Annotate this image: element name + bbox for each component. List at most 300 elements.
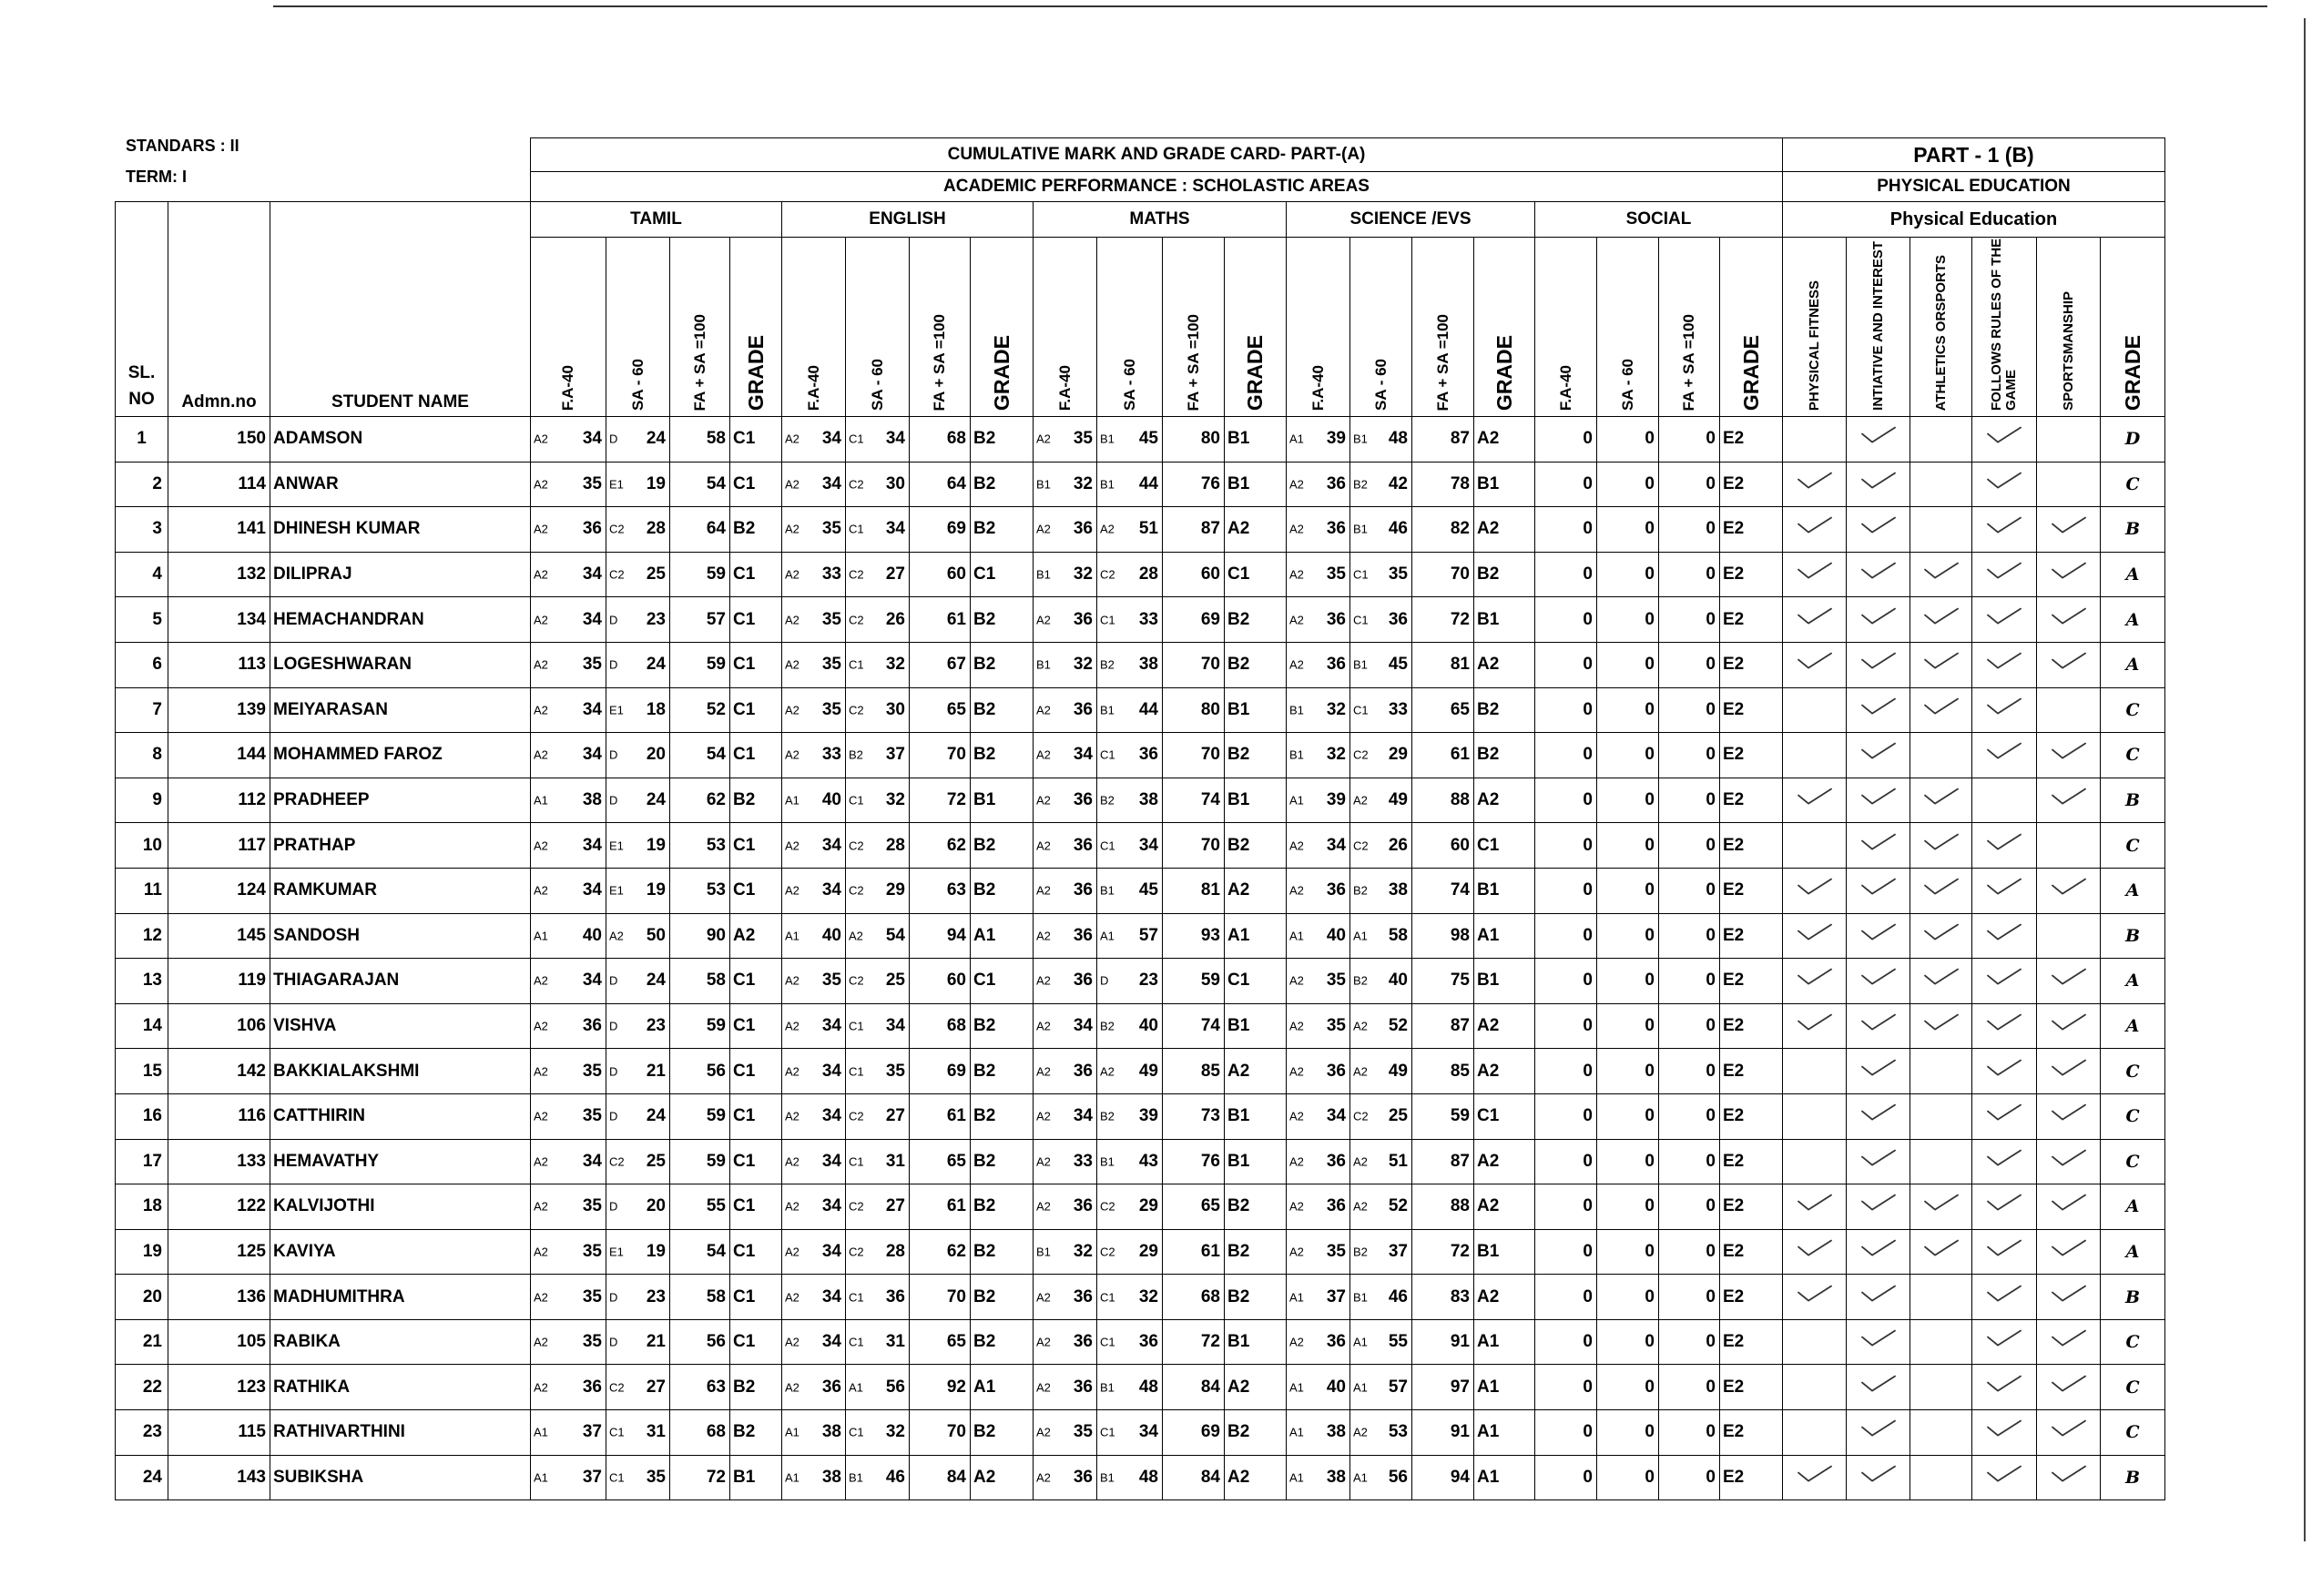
english-sa-value: 37 — [885, 745, 905, 765]
standard-label: STANDARS : II — [126, 137, 239, 155]
maths-fa-value: 32 — [1073, 1241, 1093, 1261]
science-fa — [1287, 868, 1350, 913]
tamil-sa-value: 23 — [646, 609, 666, 629]
maths-fa — [1034, 642, 1097, 687]
maths-fa-grade: A2 — [1036, 1109, 1051, 1123]
admission-number: 145 — [168, 913, 270, 959]
english-sa-grade: C1 — [849, 1335, 864, 1349]
checkmark-icon — [1986, 1373, 2022, 1398]
pe-check-cell — [2037, 1410, 2101, 1456]
science-sa — [1350, 597, 1412, 643]
checkmark-icon — [1860, 515, 1897, 541]
social-total: 0 — [1659, 1275, 1720, 1320]
maths-sa-grade: C2 — [1100, 1199, 1115, 1214]
english-grade: B2 — [971, 1275, 1034, 1320]
tamil-grade: C1 — [730, 462, 782, 507]
maths-fa-grade: B1 — [1036, 1245, 1051, 1259]
student-name: RATHIVARTHINI — [270, 1410, 531, 1456]
science-sa-header — [1350, 238, 1412, 417]
page-right-edge — [2304, 18, 2306, 1541]
tamil-sa-grade: C2 — [609, 567, 625, 582]
social-total: 0 — [1659, 1229, 1720, 1275]
english-sa — [846, 1455, 910, 1500]
admission-number: 142 — [168, 1049, 270, 1094]
maths-sa-value: 39 — [1138, 1106, 1158, 1126]
english-fa — [782, 1455, 846, 1500]
maths-sa-grade: B1 — [1100, 477, 1115, 492]
sl-no: 16 — [116, 1093, 168, 1139]
social-fa: 0 — [1535, 597, 1597, 643]
tamil-fa-value: 38 — [582, 790, 602, 810]
maths-sa — [1097, 1184, 1163, 1230]
tamil-total: 59 — [670, 642, 730, 687]
maths-sa — [1097, 959, 1163, 1004]
tamil-fa-value: 40 — [582, 925, 602, 945]
english-sa — [846, 687, 910, 733]
english-sa-value: 54 — [885, 925, 905, 945]
tamil-fa — [531, 1184, 606, 1230]
science-fa-grade: A2 — [1289, 1199, 1304, 1214]
admission-number: 132 — [168, 552, 270, 597]
english-fa-grade: A2 — [785, 747, 799, 762]
english-grade: B2 — [971, 642, 1034, 687]
tamil-sa-value: 19 — [646, 835, 666, 855]
tamil-fa-value: 37 — [582, 1467, 602, 1487]
tamil-sa — [606, 1093, 670, 1139]
maths-sa — [1097, 462, 1163, 507]
english-total: 68 — [910, 417, 971, 463]
science-total: 98 — [1412, 913, 1474, 959]
student-name: SUBIKSHA — [270, 1455, 531, 1500]
student-row — [116, 462, 2165, 507]
sl-no: 22 — [116, 1365, 168, 1410]
student-name: RABIKA — [270, 1319, 531, 1365]
pe-grade: A — [2101, 1003, 2165, 1049]
checkmark-icon — [1860, 1464, 1897, 1489]
checkmark-icon — [2051, 651, 2087, 676]
checkmark-icon — [1986, 831, 2022, 857]
student-name: HEMAVATHY — [270, 1139, 531, 1184]
english-sa-grade: C2 — [849, 839, 864, 853]
maths-grade-header — [1225, 238, 1287, 417]
maths-fa — [1034, 462, 1097, 507]
science-sa — [1350, 1093, 1412, 1139]
pe-header-1 — [1847, 238, 1910, 417]
tamil-sa — [606, 1410, 670, 1456]
english-sa-grade: C1 — [849, 1019, 864, 1033]
english-total: 72 — [910, 778, 971, 823]
subject-science: SCIENCE /EVS — [1287, 202, 1535, 238]
tamil-fa — [531, 1275, 606, 1320]
maths-sa — [1097, 507, 1163, 553]
maths-fa-value: 32 — [1073, 473, 1093, 493]
maths-fa — [1034, 507, 1097, 553]
science-fa — [1287, 1049, 1350, 1094]
science-grade: B2 — [1474, 687, 1535, 733]
english-sa — [846, 552, 910, 597]
maths-fa-value: 36 — [1073, 699, 1093, 719]
pe-check-cell — [1910, 597, 1972, 643]
pe-title: PHYSICAL EDUCATION — [1783, 172, 2165, 202]
pe-check-cell — [1910, 1455, 1972, 1500]
pe-check-cell — [1972, 1049, 2037, 1094]
science-fa-grade: A2 — [1289, 1245, 1304, 1259]
student-name-header: STUDENT NAME — [270, 202, 531, 417]
tamil-fa — [531, 1093, 606, 1139]
science-fa-value: 40 — [1326, 925, 1346, 945]
tamil-grade: C1 — [730, 1093, 782, 1139]
tamil-sa-value: 25 — [646, 1151, 666, 1171]
maths-sa — [1097, 868, 1163, 913]
pe-check-cell — [1972, 733, 2037, 778]
science-grade: A1 — [1474, 1319, 1535, 1365]
sl-no: 2 — [116, 462, 168, 507]
tamil-total: 52 — [670, 687, 730, 733]
science-total: 70 — [1412, 552, 1474, 597]
tamil-sa-grade: C1 — [609, 1470, 625, 1485]
tamil-fa-grade: A2 — [534, 839, 548, 853]
maths-fa-value: 35 — [1073, 429, 1093, 449]
checkmark-icon — [1986, 515, 2022, 541]
social-fa: 0 — [1535, 642, 1597, 687]
student-row — [116, 1093, 2165, 1139]
pe-check-cell — [2037, 1093, 2101, 1139]
maths-fa — [1034, 778, 1097, 823]
maths-grade: A2 — [1225, 1365, 1287, 1410]
tamil-sa-value: 19 — [646, 473, 666, 493]
pe-check-cell — [1910, 1275, 1972, 1320]
pe-check-cell — [1972, 913, 2037, 959]
pe-check-cell — [1847, 959, 1910, 1004]
english-sa-grade: C1 — [849, 1154, 864, 1169]
pe-check-cell — [2037, 959, 2101, 1004]
pe-check-cell — [1972, 507, 2037, 553]
science-fa-grade: A2 — [1289, 1064, 1304, 1079]
pe-check-cell — [2037, 1229, 2101, 1275]
maths-sa — [1097, 417, 1163, 463]
english-sa — [846, 642, 910, 687]
english-sa-header — [846, 238, 910, 417]
science-total: 91 — [1412, 1410, 1474, 1456]
science-sa — [1350, 1184, 1412, 1230]
student-name: RAMKUMAR — [270, 868, 531, 913]
maths-sa — [1097, 1093, 1163, 1139]
social-total: 0 — [1659, 1049, 1720, 1094]
social-total: 0 — [1659, 913, 1720, 959]
science-fa-grade: A2 — [1289, 1154, 1304, 1169]
maths-sa-grade: B2 — [1100, 657, 1115, 672]
maths-sa-grade: A2 — [1100, 1064, 1115, 1079]
maths-fa-value: 36 — [1073, 1377, 1093, 1397]
science-grade: A2 — [1474, 1003, 1535, 1049]
tamil-fa-grade: A1 — [534, 1425, 548, 1439]
maths-fa-grade: A2 — [1036, 1199, 1051, 1214]
card-title: CUMULATIVE MARK AND GRADE CARD- PART-(A) — [531, 138, 1783, 172]
maths-sa — [1097, 823, 1163, 869]
pe-check-cell — [1972, 597, 2037, 643]
science-sa-value: 46 — [1388, 519, 1408, 539]
english-fa-grade: A2 — [785, 567, 799, 582]
english-total: 94 — [910, 913, 971, 959]
english-sa-grade: C2 — [849, 973, 864, 988]
english-fa — [782, 552, 846, 597]
science-fa — [1287, 1319, 1350, 1365]
english-grade: A2 — [971, 1455, 1034, 1500]
maths-total: 69 — [1163, 1410, 1225, 1456]
pe-check-cell — [1972, 417, 2037, 463]
science-sa — [1350, 823, 1412, 869]
checkmark-icon — [1860, 1012, 1897, 1038]
science-sa-grade: A1 — [1353, 1335, 1368, 1349]
science-sa-grade: C2 — [1353, 1109, 1369, 1123]
maths-grade: B2 — [1225, 1229, 1287, 1275]
tamil-fa — [531, 417, 606, 463]
checkmark-icon — [2051, 967, 2087, 992]
science-fa — [1287, 597, 1350, 643]
student-name: VISHVA — [270, 1003, 531, 1049]
science-fa-value: 38 — [1326, 1467, 1346, 1487]
checkmark-icon — [2051, 605, 2087, 631]
social-total: 0 — [1659, 1139, 1720, 1184]
student-row — [116, 1319, 2165, 1365]
maths-total: 80 — [1163, 687, 1225, 733]
english-grade: B2 — [971, 823, 1034, 869]
sl-no: 7 — [116, 687, 168, 733]
tamil-sa-value: 24 — [646, 429, 666, 449]
social-sa: 0 — [1597, 1365, 1659, 1410]
maths-fa — [1034, 733, 1097, 778]
english-sa — [846, 417, 910, 463]
english-fa-value: 35 — [821, 655, 841, 675]
admission-number: 105 — [168, 1319, 270, 1365]
maths-sa-grade: B2 — [1100, 793, 1115, 808]
maths-fa-grade: A2 — [1036, 432, 1051, 446]
tamil-total: 56 — [670, 1319, 730, 1365]
pe-check-cell — [1910, 1319, 1972, 1365]
science-sa-grade: B2 — [1353, 1245, 1368, 1259]
admission-number: 139 — [168, 687, 270, 733]
student-name: KALVIJOTHI — [270, 1184, 531, 1230]
english-fa-value: 34 — [821, 835, 841, 855]
checkmark-icon — [1986, 877, 2022, 902]
social-total: 0 — [1659, 687, 1720, 733]
pe-grade: A — [2101, 597, 2165, 643]
pe-grade: A — [2101, 959, 2165, 1004]
english-total: 92 — [910, 1365, 971, 1410]
social-total: 0 — [1659, 642, 1720, 687]
maths-total: 85 — [1163, 1049, 1225, 1094]
social-fa: 0 — [1535, 1319, 1597, 1365]
tamil-fa — [531, 1410, 606, 1456]
tamil-fa-grade: A2 — [534, 1199, 548, 1214]
pe-header-label: ATHLETICS ORSPORTS — [1932, 254, 1949, 411]
science-total-header — [1412, 238, 1474, 417]
science-fa — [1287, 1455, 1350, 1500]
tamil-sa — [606, 1049, 670, 1094]
tamil-grade: C1 — [730, 1184, 782, 1230]
maths-grade: A2 — [1225, 1455, 1287, 1500]
science-fa — [1287, 959, 1350, 1004]
pe-check-cell — [2037, 733, 2101, 778]
maths-fa-grade: A2 — [1036, 747, 1051, 762]
social-grade: E2 — [1720, 462, 1783, 507]
science-grade: B1 — [1474, 1229, 1535, 1275]
english-total: 63 — [910, 868, 971, 913]
maths-sa — [1097, 1049, 1163, 1094]
social-fa: 0 — [1535, 1184, 1597, 1230]
pe-check-cell — [2037, 868, 2101, 913]
student-name: MADHUMITHRA — [270, 1275, 531, 1320]
english-fa-grade: A1 — [785, 1470, 799, 1485]
sl-no: 1 — [116, 417, 168, 463]
pe-check-cell — [2037, 1184, 2101, 1230]
tamil-fa — [531, 1365, 606, 1410]
pe-check-cell — [1910, 823, 1972, 869]
english-sa-value: 29 — [885, 880, 905, 900]
pe-check-cell — [1783, 597, 1847, 643]
english-fa-value: 34 — [821, 1016, 841, 1036]
pe-grade: C — [2101, 1139, 2165, 1184]
science-fa-grade: A1 — [1289, 793, 1304, 808]
science-grade: B1 — [1474, 462, 1535, 507]
pe-check-cell — [1847, 1139, 1910, 1184]
english-fa-grade: A2 — [785, 1380, 799, 1395]
english-grade: B2 — [971, 1049, 1034, 1094]
pe-check-cell — [1972, 1410, 2037, 1456]
tamil-fa-grade: A2 — [534, 1335, 548, 1349]
english-sa — [846, 913, 910, 959]
science-sa-grade: A1 — [1353, 1380, 1368, 1395]
maths-fa — [1034, 597, 1097, 643]
tamil-total: 54 — [670, 733, 730, 778]
student-name: BAKKIALAKSHMI — [270, 1049, 531, 1094]
social-grade-header — [1720, 238, 1783, 417]
maths-sa-value: 44 — [1138, 699, 1158, 719]
pe-check-cell — [1910, 462, 1972, 507]
pe-check-cell — [1783, 687, 1847, 733]
english-fa-grade: A2 — [785, 1290, 799, 1305]
tamil-fa — [531, 778, 606, 823]
maths-fa-grade: A2 — [1036, 1470, 1051, 1485]
pe-check-cell — [1783, 868, 1847, 913]
science-total: 97 — [1412, 1365, 1474, 1410]
english-total: 61 — [910, 1184, 971, 1230]
sl-no: 9 — [116, 778, 168, 823]
pe-check-cell — [1847, 823, 1910, 869]
english-fa-grade: A1 — [785, 793, 799, 808]
english-sa — [846, 1003, 910, 1049]
english-fa-value: 34 — [821, 429, 841, 449]
tamil-fa-grade: A1 — [534, 793, 548, 808]
maths-sa-grade: B1 — [1100, 703, 1115, 717]
checkmark-icon — [1923, 831, 1960, 857]
tamil-fa-value: 34 — [582, 880, 602, 900]
english-sa — [846, 1229, 910, 1275]
pe-subtitle: Physical Education — [1783, 202, 2165, 238]
tamil-sa-grade: D — [609, 1335, 618, 1349]
maths-fa-grade: A2 — [1036, 1335, 1051, 1349]
pe-check-cell — [1847, 552, 1910, 597]
tamil-fa — [531, 959, 606, 1004]
maths-grade: B1 — [1225, 778, 1287, 823]
tamil-fa-grade: A2 — [534, 613, 548, 627]
tamil-grade-header-label: GRADE — [743, 334, 768, 411]
social-fa: 0 — [1535, 868, 1597, 913]
pe-check-cell — [1783, 1093, 1847, 1139]
checkmark-icon — [2051, 1238, 2087, 1264]
english-sa-value: 30 — [885, 699, 905, 719]
maths-sa-value: 36 — [1138, 1332, 1158, 1352]
social-grade: E2 — [1720, 823, 1783, 869]
maths-fa — [1034, 1003, 1097, 1049]
maths-fa — [1034, 868, 1097, 913]
english-fa-value: 34 — [821, 1196, 841, 1216]
maths-sa-value: 32 — [1138, 1286, 1158, 1306]
tamil-sa-grade: C2 — [609, 522, 625, 536]
sl-no: 12 — [116, 913, 168, 959]
tamil-total: 59 — [670, 1139, 730, 1184]
maths-fa-grade: A2 — [1036, 1154, 1051, 1169]
english-sa — [846, 823, 910, 869]
science-sa-value: 49 — [1388, 1061, 1408, 1081]
tamil-total: 62 — [670, 778, 730, 823]
checkmark-icon — [1986, 967, 2022, 992]
tamil-sa — [606, 1365, 670, 1410]
maths-sa-value: 48 — [1138, 1467, 1158, 1487]
science-total: 87 — [1412, 417, 1474, 463]
social-fa: 0 — [1535, 1049, 1597, 1094]
pe-grade: A — [2101, 642, 2165, 687]
science-grade: A2 — [1474, 417, 1535, 463]
science-fa-value: 35 — [1326, 1016, 1346, 1036]
checkmark-icon — [2051, 1012, 2087, 1038]
maths-sa-value: 28 — [1138, 564, 1158, 585]
maths-fa — [1034, 1049, 1097, 1094]
science-fa-value: 35 — [1326, 971, 1346, 991]
pe-check-cell — [1972, 642, 2037, 687]
admission-number: 150 — [168, 417, 270, 463]
science-sa-value: 33 — [1388, 699, 1408, 719]
english-sa — [846, 1275, 910, 1320]
tamil-fa-value: 34 — [582, 1151, 602, 1171]
checkmark-icon — [1986, 651, 2022, 676]
science-sa-grade: A2 — [1353, 1154, 1368, 1169]
pe-check-cell — [1972, 1365, 2037, 1410]
science-sa — [1350, 642, 1412, 687]
maths-fa-grade: A2 — [1036, 1425, 1051, 1439]
science-sa-grade: B2 — [1353, 477, 1368, 492]
checkmark-icon — [2051, 561, 2087, 586]
tamil-sa-value: 19 — [646, 880, 666, 900]
english-fa-value: 34 — [821, 473, 841, 493]
social-grade: E2 — [1720, 1184, 1783, 1230]
english-sa-value: 25 — [885, 971, 905, 991]
checkmark-icon — [1923, 877, 1960, 902]
maths-total: 93 — [1163, 913, 1225, 959]
maths-fa — [1034, 552, 1097, 597]
science-sa-value: 51 — [1388, 1151, 1408, 1171]
sl-no: 3 — [116, 507, 168, 553]
science-fa-value: 36 — [1326, 473, 1346, 493]
checkmark-icon — [1986, 1418, 2022, 1444]
checkmark-icon — [1986, 561, 2022, 586]
tamil-sa — [606, 1455, 670, 1500]
science-sa-value: 38 — [1388, 880, 1408, 900]
tamil-sa — [606, 417, 670, 463]
science-sa-value: 29 — [1388, 745, 1408, 765]
maths-sa-grade: C1 — [1100, 1290, 1115, 1305]
blank-corner — [116, 138, 531, 172]
